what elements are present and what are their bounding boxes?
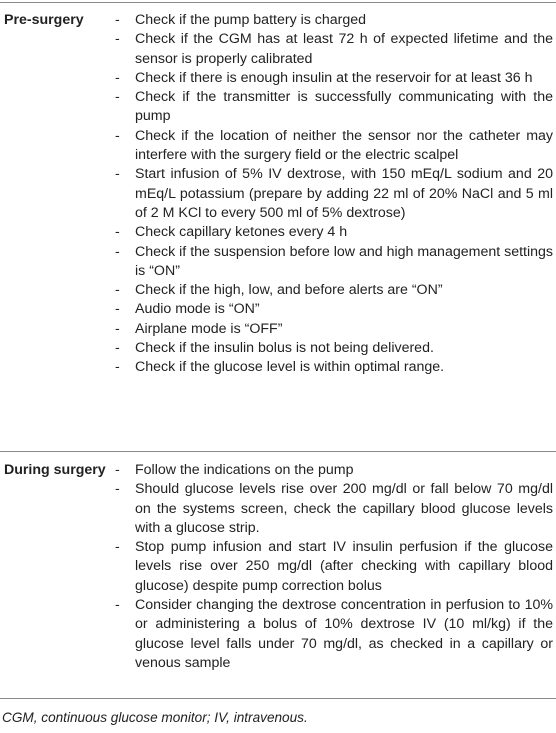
list-item: - Check if the high, low, and before alerts are “ON” [115,281,553,300]
dash-marker: - [115,462,120,478]
list-item: - Check if the transmitter is successfully communicating with the pump [115,89,553,125]
table-top-rule [0,2,556,3]
dash-marker: - [115,166,120,183]
dash-marker: - [115,539,120,556]
list-item: - Check if the suspension before low and high management settings is “ON” [115,243,553,279]
list-item: - Check if the pump battery is charged [115,11,553,30]
dash-marker: - [115,89,120,106]
dash-marker: - [115,597,120,614]
list-item: - Start infusion of 5% IV dextrose, with 150 mEq/L sodium and 20 mEq/L potassium (prepare by adding 22 ml of 20% NaCl and 5 ml of 2 M KCl to every 500 ml of 5% dextrose) [115,166,553,221]
list-item: - Check capillary ketones every 4 h [115,223,553,242]
list-item: - Check if the glucose level is within optimal range. [115,358,553,377]
list-item: - Check if the CGM has at least 72 h of expected lifetime and the sensor is properly calibrated [115,31,553,67]
dash-marker: - [115,127,120,144]
list-item: - Follow the indications on the pump [115,461,553,480]
dash-marker: - [115,301,120,318]
during-surgery-list [115,461,553,673]
list-item: - Check if there is enough insulin at the reservoir for at least 36 h [115,69,553,88]
dash-marker: - [115,340,120,357]
dash-marker: - [115,224,120,241]
dash-marker: - [115,12,120,28]
list-item: - Airplane mode is “OFF” [115,320,553,339]
dash-marker: - [115,481,120,498]
section-divider [0,451,556,452]
dash-marker: - [115,359,120,376]
dash-marker: - [115,31,120,48]
list-item: - Consider changing the dextrose concentration in perfusion to 10% or administering a bolus of 10% dextrose IV (10 ml/kg) if the glucose level falls under 70 mg/dl, as checked in a capillary or venous sample [115,597,553,671]
table-bottom-rule [0,698,556,699]
list-item: - Should glucose levels rise over 200 mg/dl or fall below 70 mg/dl on the systems screen, check the capillary blood glucose levels with a glucose strip. [115,481,553,536]
pre-surgery-list [115,11,553,378]
dash-marker: - [115,282,120,299]
list-item: - Stop pump infusion and start IV insulin perfusion if the glucose levels rise over 250 mg/dl (after checking with capillary blood glucose) despite pump correction bolus [115,539,553,594]
list-item: - Check if the location of neither the sensor nor the catheter may interfere with the surgery field or the electric scalpel [115,127,553,164]
dash-marker: - [115,243,120,260]
list-item: - Audio mode is “ON” [115,300,553,319]
table-footnote: CGM, continuous glucose monitor; IV, intravenous. [2,710,308,725]
section-title: Pre-surgery [4,12,84,28]
dash-marker: - [115,69,120,86]
section-title: During surgery [4,462,106,478]
dash-marker: - [115,320,120,337]
list-item: - Check if the insulin bolus is not being delivered. [115,339,553,358]
